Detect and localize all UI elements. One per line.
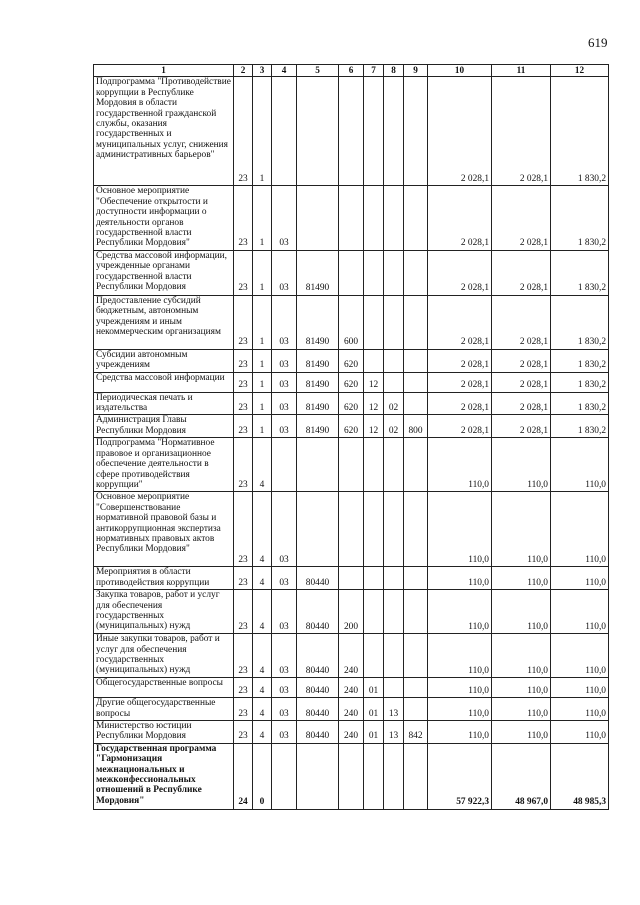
row-name: Закупка товаров, работ и услуг для обеспечения государственных (муниципальных) нужд — [94, 590, 234, 634]
cell-v11: 2 028,1 — [492, 372, 551, 392]
cell-c2: 23 — [234, 250, 253, 295]
column-header-3: 3 — [253, 65, 272, 77]
table-row — [94, 567, 609, 590]
cell-c3: 0 — [253, 743, 272, 809]
cell-v10: 2 028,1 — [428, 295, 492, 349]
cell-c5: 81490 — [297, 250, 339, 295]
cell-c8: 13 — [384, 698, 404, 721]
cell-c7 — [364, 295, 384, 349]
cell-c9 — [404, 634, 428, 678]
cell-c4: 03 — [272, 634, 297, 678]
cell-c5: 81490 — [297, 415, 339, 438]
cell-c7: 12 — [364, 372, 384, 392]
cell-c8 — [384, 678, 404, 698]
column-header-4: 4 — [272, 65, 297, 77]
cell-v10: 110,0 — [428, 567, 492, 590]
cell-v10: 2 028,1 — [428, 392, 492, 415]
cell-v12: 48 985,3 — [551, 743, 609, 809]
column-header-7: 7 — [364, 65, 384, 77]
cell-c6: 620 — [339, 372, 364, 392]
cell-c3: 4 — [253, 634, 272, 678]
budget-table — [93, 64, 609, 810]
cell-c3: 4 — [253, 492, 272, 567]
table-row — [94, 250, 609, 295]
cell-c3: 4 — [253, 720, 272, 743]
cell-c6: 620 — [339, 349, 364, 372]
cell-c3: 4 — [253, 590, 272, 634]
cell-v11: 2 028,1 — [492, 392, 551, 415]
row-name: Основное мероприятие "Обеспечение открытости и доступности информации о деятельности органов государственной власти Республики Мордовия" — [94, 186, 234, 250]
cell-c9: 800 — [404, 415, 428, 438]
cell-v12: 1 830,2 — [551, 349, 609, 372]
cell-c7 — [364, 77, 384, 186]
cell-c4: 03 — [272, 492, 297, 567]
cell-c8 — [384, 77, 404, 186]
cell-v11: 110,0 — [492, 567, 551, 590]
cell-c4: 03 — [272, 392, 297, 415]
cell-v10: 57 922,3 — [428, 743, 492, 809]
row-name: Иные закупки товаров, работ и услуг для обеспечения государственных (муниципальных) нужд — [94, 634, 234, 678]
row-name: Подпрограмма "Противодействие коррупции в Республике Мордовия в области государственной гражданской службы, оказания государственных и муниципальных услуг, снижения административных барьеров" — [94, 77, 234, 186]
cell-c4: 03 — [272, 567, 297, 590]
row-name: Средства массовой информации, учрежденные органами государственной власти Республики Мордовия — [94, 250, 234, 295]
cell-c2: 23 — [234, 392, 253, 415]
cell-c8 — [384, 438, 404, 492]
cell-c5: 80440 — [297, 634, 339, 678]
cell-c6: 600 — [339, 295, 364, 349]
cell-c7: 12 — [364, 415, 384, 438]
cell-c6: 240 — [339, 634, 364, 678]
cell-c8: 02 — [384, 392, 404, 415]
cell-v11: 110,0 — [492, 720, 551, 743]
row-name: Основное мероприятие "Совершенствование нормативной правовой базы и антикоррупционная экспертиза нормативных правовых актов Республики Мордовия" — [94, 492, 234, 567]
cell-c6 — [339, 438, 364, 492]
cell-c9 — [404, 250, 428, 295]
cell-c3: 1 — [253, 77, 272, 186]
cell-c9 — [404, 349, 428, 372]
table-row — [94, 438, 609, 492]
cell-v11: 2 028,1 — [492, 415, 551, 438]
row-name: Подпрограмма "Нормативное правовое и организационное обеспечение деятельности в сфере противодействия коррупции" — [94, 438, 234, 492]
cell-v11: 110,0 — [492, 634, 551, 678]
cell-v12: 110,0 — [551, 634, 609, 678]
cell-c5: 81490 — [297, 349, 339, 372]
cell-c8 — [384, 492, 404, 567]
cell-v11: 110,0 — [492, 438, 551, 492]
cell-c5: 81490 — [297, 372, 339, 392]
cell-c3: 4 — [253, 678, 272, 698]
cell-c4: 03 — [272, 698, 297, 721]
cell-c6 — [339, 77, 364, 186]
cell-c4: 03 — [272, 186, 297, 250]
cell-v10: 2 028,1 — [428, 372, 492, 392]
cell-c7 — [364, 250, 384, 295]
cell-v10: 110,0 — [428, 438, 492, 492]
cell-c8 — [384, 349, 404, 372]
cell-c7 — [364, 743, 384, 809]
cell-c6: 240 — [339, 678, 364, 698]
row-name: Субсидии автономным учреждениям — [94, 349, 234, 372]
cell-c2: 24 — [234, 743, 253, 809]
cell-v12: 110,0 — [551, 720, 609, 743]
cell-v10: 2 028,1 — [428, 349, 492, 372]
column-header-9: 9 — [404, 65, 428, 77]
cell-v12: 110,0 — [551, 678, 609, 698]
cell-c2: 23 — [234, 77, 253, 186]
cell-c8 — [384, 590, 404, 634]
cell-c8 — [384, 372, 404, 392]
cell-c6: 240 — [339, 720, 364, 743]
table-row — [94, 415, 609, 438]
cell-c2: 23 — [234, 295, 253, 349]
column-header-1: 1 — [94, 65, 234, 77]
cell-v10: 2 028,1 — [428, 186, 492, 250]
cell-c6 — [339, 567, 364, 590]
row-name: Предоставление субсидий бюджетным, автономным учреждениям и иным некоммерческим организациям — [94, 295, 234, 349]
cell-v12: 1 830,2 — [551, 415, 609, 438]
cell-c5: 80440 — [297, 567, 339, 590]
cell-v11: 110,0 — [492, 698, 551, 721]
cell-c8 — [384, 567, 404, 590]
cell-v12: 1 830,2 — [551, 392, 609, 415]
cell-c7 — [364, 590, 384, 634]
cell-v10: 110,0 — [428, 492, 492, 567]
cell-c9 — [404, 372, 428, 392]
cell-c5: 80440 — [297, 590, 339, 634]
table-row — [94, 372, 609, 392]
cell-c9 — [404, 392, 428, 415]
table-row — [94, 743, 609, 809]
row-name: Периодическая печать и издательства — [94, 392, 234, 415]
table-row — [94, 698, 609, 721]
cell-c6: 620 — [339, 392, 364, 415]
cell-c2: 23 — [234, 186, 253, 250]
table-row — [94, 720, 609, 743]
cell-c2: 23 — [234, 634, 253, 678]
cell-v11: 2 028,1 — [492, 186, 551, 250]
column-header-8: 8 — [384, 65, 404, 77]
cell-c5 — [297, 77, 339, 186]
cell-c9 — [404, 77, 428, 186]
cell-c6 — [339, 743, 364, 809]
cell-c8: 13 — [384, 720, 404, 743]
cell-c8 — [384, 743, 404, 809]
cell-c5: 81490 — [297, 295, 339, 349]
column-header-10: 10 — [428, 65, 492, 77]
cell-v11: 2 028,1 — [492, 250, 551, 295]
table-body — [94, 77, 609, 809]
cell-c4: 03 — [272, 250, 297, 295]
cell-v12: 1 830,2 — [551, 186, 609, 250]
cell-c2: 23 — [234, 590, 253, 634]
cell-v12: 110,0 — [551, 567, 609, 590]
cell-c5 — [297, 438, 339, 492]
cell-c6: 200 — [339, 590, 364, 634]
cell-c9 — [404, 698, 428, 721]
cell-c4: 03 — [272, 295, 297, 349]
cell-c6: 240 — [339, 698, 364, 721]
cell-c3: 1 — [253, 295, 272, 349]
header-row — [94, 65, 609, 77]
cell-c5 — [297, 743, 339, 809]
cell-c4: 03 — [272, 590, 297, 634]
cell-c5: 80440 — [297, 698, 339, 721]
cell-c8 — [384, 295, 404, 349]
column-header-6: 6 — [339, 65, 364, 77]
cell-c7: 01 — [364, 698, 384, 721]
table-row — [94, 492, 609, 567]
cell-c4: 03 — [272, 720, 297, 743]
column-header-12: 12 — [551, 65, 609, 77]
cell-c7 — [364, 438, 384, 492]
table-row — [94, 678, 609, 698]
cell-v10: 110,0 — [428, 678, 492, 698]
cell-c7: 01 — [364, 720, 384, 743]
cell-c9 — [404, 295, 428, 349]
cell-c3: 1 — [253, 415, 272, 438]
row-name: Другие общегосударственные вопросы — [94, 698, 234, 721]
row-name: Министерство юстиции Республики Мордовия — [94, 720, 234, 743]
cell-c5: 80440 — [297, 720, 339, 743]
table-row — [94, 186, 609, 250]
cell-c6 — [339, 250, 364, 295]
cell-v12: 110,0 — [551, 698, 609, 721]
cell-c4 — [272, 438, 297, 492]
cell-c2: 23 — [234, 372, 253, 392]
cell-c5: 80440 — [297, 678, 339, 698]
cell-c3: 1 — [253, 186, 272, 250]
cell-v12: 1 830,2 — [551, 77, 609, 186]
column-header-11: 11 — [492, 65, 551, 77]
cell-v12: 110,0 — [551, 492, 609, 567]
cell-c7 — [364, 349, 384, 372]
cell-v10: 110,0 — [428, 634, 492, 678]
cell-v10: 110,0 — [428, 590, 492, 634]
cell-v12: 110,0 — [551, 438, 609, 492]
cell-c5 — [297, 492, 339, 567]
cell-c9: 842 — [404, 720, 428, 743]
cell-v11: 48 967,0 — [492, 743, 551, 809]
cell-c4: 03 — [272, 349, 297, 372]
cell-c9 — [404, 567, 428, 590]
cell-c4: 03 — [272, 415, 297, 438]
cell-c2: 23 — [234, 349, 253, 372]
cell-c3: 1 — [253, 349, 272, 372]
cell-c3: 4 — [253, 438, 272, 492]
cell-v10: 2 028,1 — [428, 77, 492, 186]
cell-c2: 23 — [234, 415, 253, 438]
row-name: Государственная программа "Гармонизация межнациональных и межконфессиональных отношений в Республике Мордовия" — [94, 743, 234, 809]
cell-c9 — [404, 590, 428, 634]
cell-c3: 1 — [253, 372, 272, 392]
cell-c9 — [404, 678, 428, 698]
cell-c7 — [364, 492, 384, 567]
cell-v11: 110,0 — [492, 678, 551, 698]
cell-c2: 23 — [234, 720, 253, 743]
cell-c7: 12 — [364, 392, 384, 415]
table-row — [94, 295, 609, 349]
cell-c6 — [339, 186, 364, 250]
cell-c8 — [384, 250, 404, 295]
table-row — [94, 590, 609, 634]
cell-v10: 110,0 — [428, 720, 492, 743]
cell-c8 — [384, 186, 404, 250]
cell-c3: 4 — [253, 698, 272, 721]
cell-c8: 02 — [384, 415, 404, 438]
column-header-5: 5 — [297, 65, 339, 77]
cell-c2: 23 — [234, 438, 253, 492]
cell-v12: 1 830,2 — [551, 372, 609, 392]
cell-v11: 2 028,1 — [492, 349, 551, 372]
table-row — [94, 77, 609, 186]
cell-c5 — [297, 186, 339, 250]
cell-c9 — [404, 743, 428, 809]
table-row — [94, 349, 609, 372]
cell-c6: 620 — [339, 415, 364, 438]
cell-c4 — [272, 743, 297, 809]
table-row — [94, 634, 609, 678]
cell-c2: 23 — [234, 698, 253, 721]
cell-v10: 2 028,1 — [428, 250, 492, 295]
cell-c2: 23 — [234, 567, 253, 590]
row-name: Администрация Главы Республики Мордовия — [94, 415, 234, 438]
cell-c3: 1 — [253, 392, 272, 415]
cell-c4: 03 — [272, 678, 297, 698]
cell-v12: 110,0 — [551, 590, 609, 634]
cell-v11: 2 028,1 — [492, 77, 551, 186]
cell-v10: 110,0 — [428, 698, 492, 721]
cell-v11: 110,0 — [492, 590, 551, 634]
row-name: Общегосударственные вопросы — [94, 678, 234, 698]
cell-v10: 2 028,1 — [428, 415, 492, 438]
cell-v12: 1 830,2 — [551, 250, 609, 295]
cell-c5: 81490 — [297, 392, 339, 415]
row-name: Мероприятия в области противодействия коррупции — [94, 567, 234, 590]
cell-c9 — [404, 492, 428, 567]
cell-v12: 1 830,2 — [551, 295, 609, 349]
cell-c2: 23 — [234, 678, 253, 698]
table-row — [94, 392, 609, 415]
cell-v11: 110,0 — [492, 492, 551, 567]
cell-c4: 03 — [272, 372, 297, 392]
cell-c4 — [272, 77, 297, 186]
cell-v11: 2 028,1 — [492, 295, 551, 349]
cell-c7 — [364, 567, 384, 590]
row-name: Средства массовой информации — [94, 372, 234, 392]
cell-c8 — [384, 634, 404, 678]
cell-c3: 1 — [253, 250, 272, 295]
cell-c7 — [364, 634, 384, 678]
cell-c7: 01 — [364, 678, 384, 698]
cell-c3: 4 — [253, 567, 272, 590]
cell-c2: 23 — [234, 492, 253, 567]
page-number: 619 — [588, 35, 608, 50]
column-header-2: 2 — [234, 65, 253, 77]
cell-c7 — [364, 186, 384, 250]
cell-c9 — [404, 186, 428, 250]
cell-c6 — [339, 492, 364, 567]
cell-c9 — [404, 438, 428, 492]
